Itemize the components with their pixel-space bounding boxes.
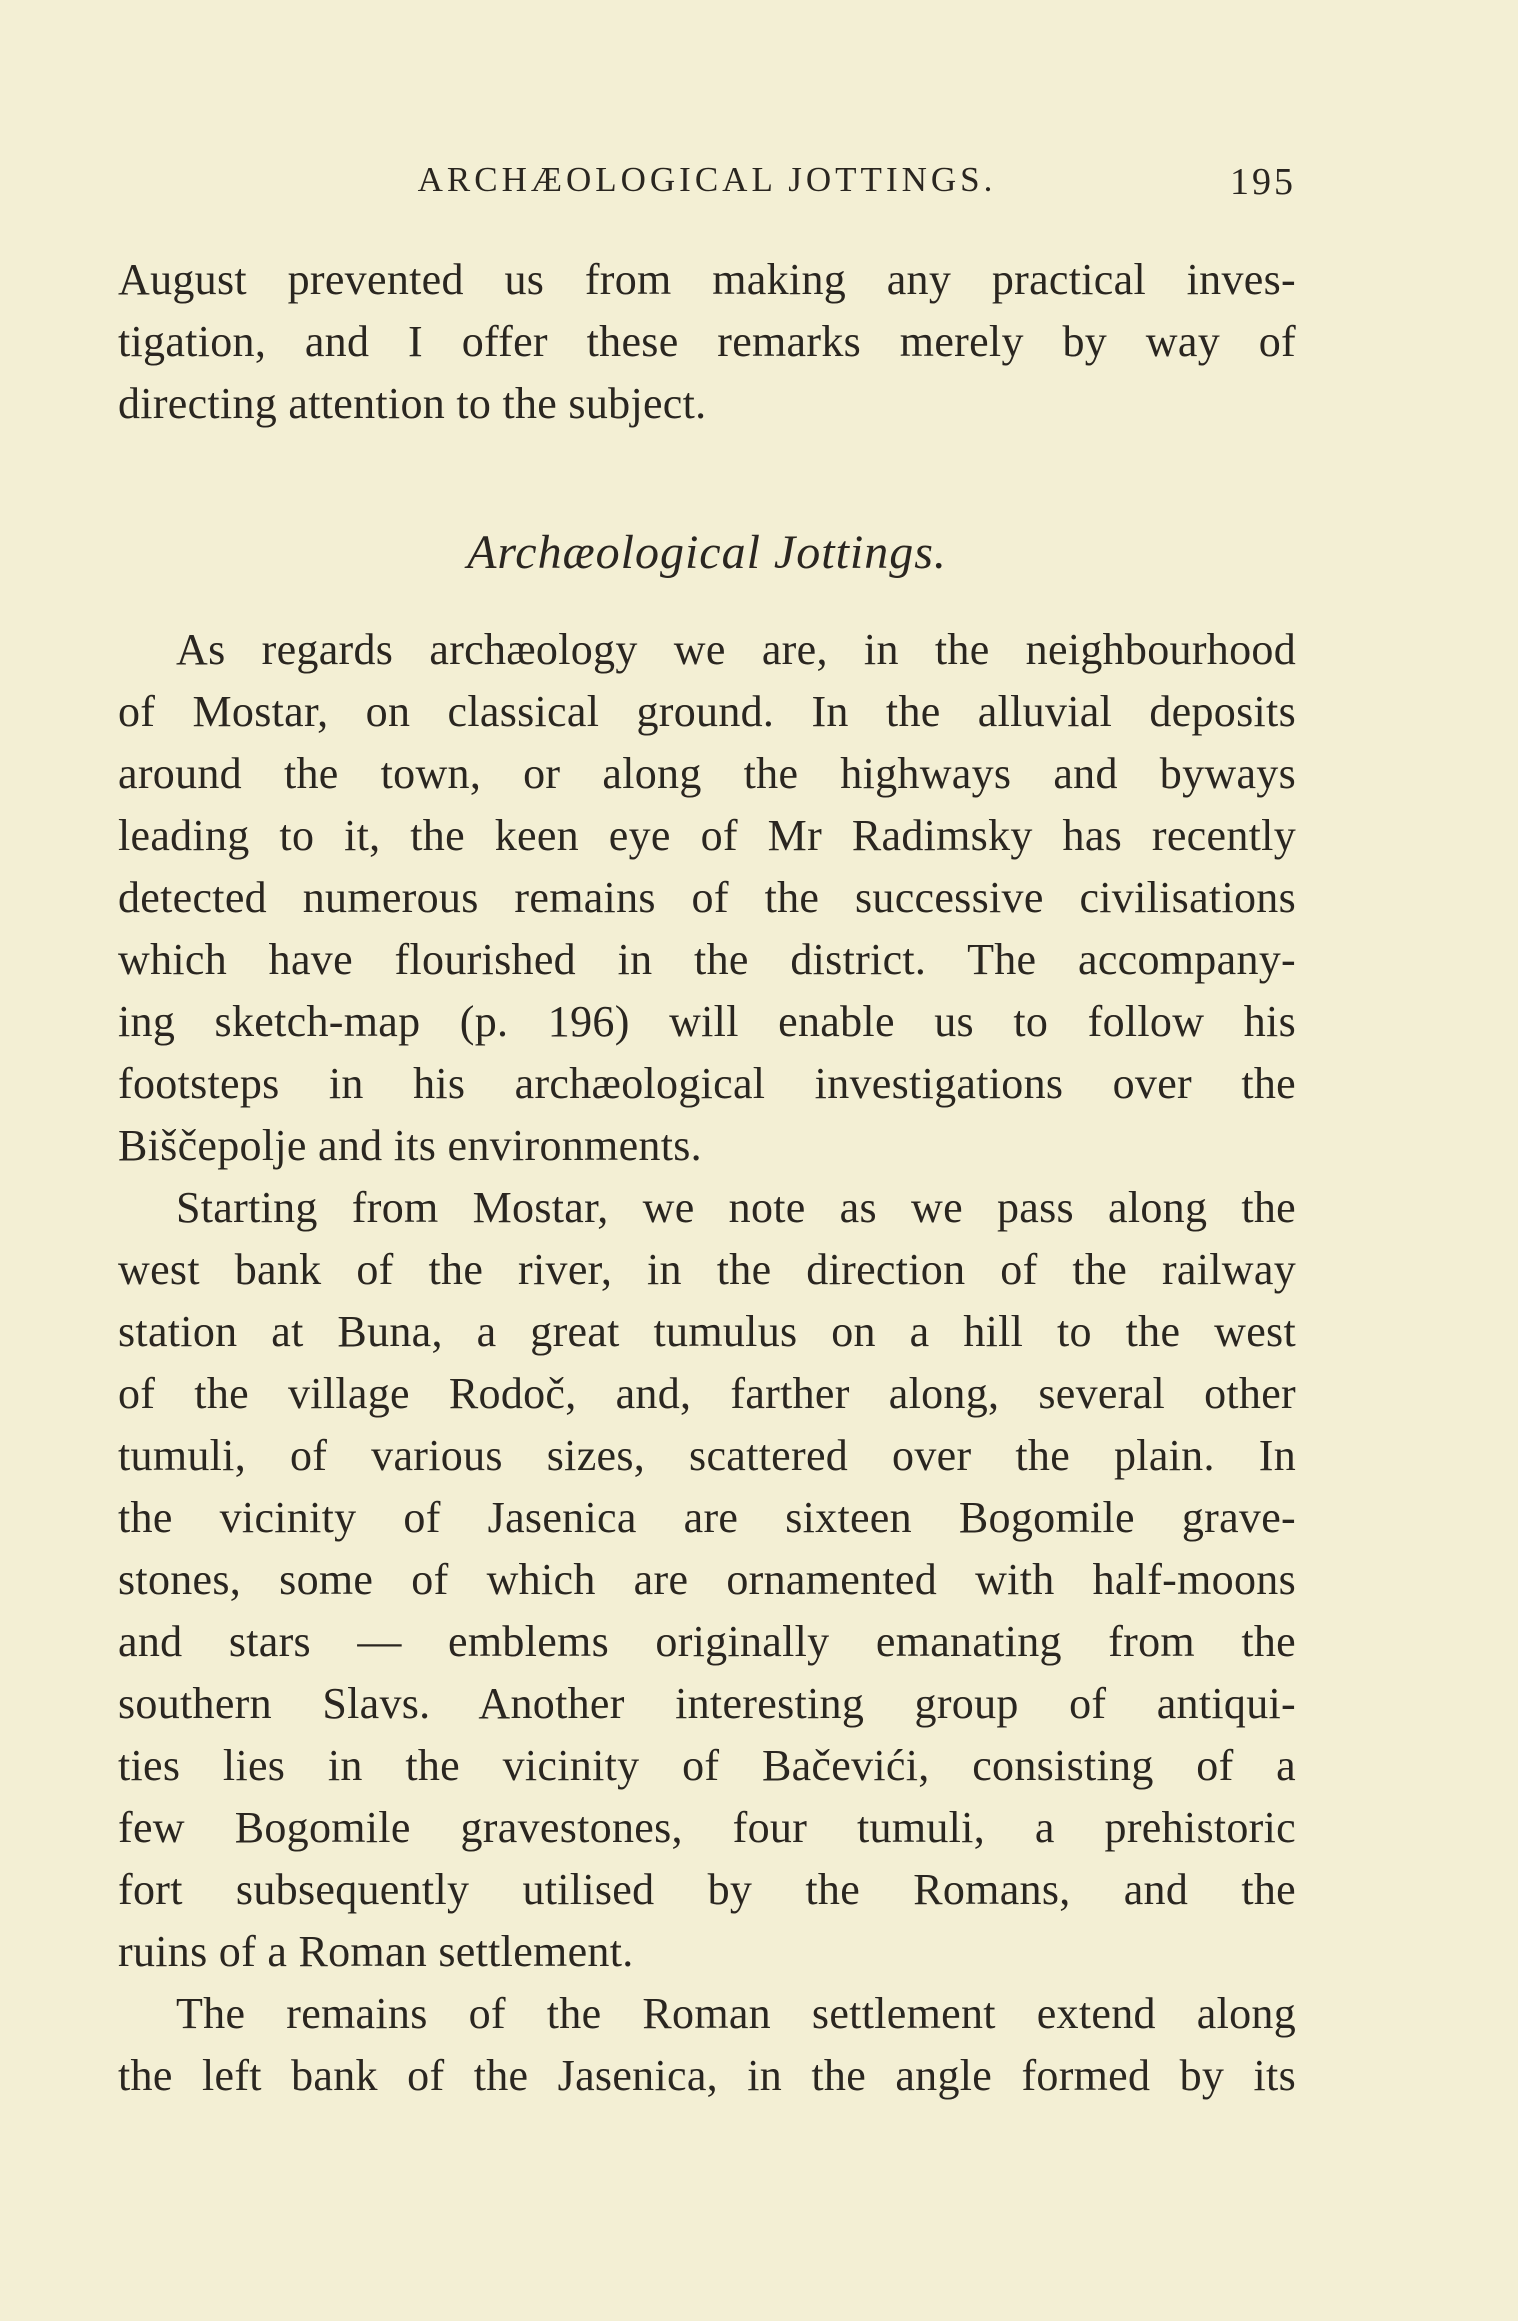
text-line: detected numerous remains of the successive civilisations	[118, 873, 1296, 922]
text-line: which have flourished in the district. The accompany-	[118, 935, 1296, 984]
section-title: Archæological Jottings.	[467, 526, 947, 579]
text-line: Biščepolje and its environments.	[118, 1121, 702, 1170]
text-line: As regards archæology we are, in the neighbourhood	[176, 625, 1296, 674]
text-line: of Mostar, on classical ground. In the alluvial deposits	[118, 687, 1296, 736]
text-line: and stars — emblems originally emanating from the	[118, 1617, 1296, 1666]
text-line: The remains of the Roman settlement extend along	[176, 1989, 1296, 2038]
text-line: stones, some of which are ornamented with half-moons	[118, 1555, 1296, 1604]
page-number: 195	[1230, 161, 1296, 203]
text-line: ties lies in the vicinity of Bačevići, consisting of a	[118, 1741, 1296, 1790]
running-title: ARCHÆOLOGICAL JOTTINGS.	[417, 160, 997, 199]
text-line: southern Slavs. Another interesting group of antiqui-	[118, 1679, 1296, 1728]
text-line: August prevented us from making any practical inves-	[118, 255, 1296, 304]
text-line: Starting from Mostar, we note as we pass along the	[176, 1183, 1296, 1232]
text-line: west bank of the river, in the direction of the railway	[118, 1245, 1296, 1294]
text-line: of the village Rodoč, and, farther along, several other	[118, 1369, 1296, 1418]
text-line: tigation, and I offer these remarks merely by way of	[118, 317, 1296, 366]
text-line: tumuli, of various sizes, scattered over the plain. In	[118, 1431, 1296, 1480]
text-line: few Bogomile gravestones, four tumuli, a prehistoric	[118, 1803, 1296, 1852]
text-line: ruins of a Roman settlement.	[118, 1927, 634, 1976]
text-line: station at Buna, a great tumulus on a hill to the west	[118, 1307, 1296, 1356]
text-line: around the town, or along the highways and byways	[118, 749, 1296, 798]
text-line: fort subsequently utilised by the Romans, and the	[118, 1865, 1296, 1914]
text-line: the left bank of the Jasenica, in the angle formed by its	[118, 2051, 1296, 2100]
text-line: ing sketch-map (p. 196) will enable us to follow his	[118, 997, 1296, 1046]
text-line: the vicinity of Jasenica are sixteen Bogomile grave-	[118, 1493, 1296, 1542]
running-head	[118, 160, 1296, 210]
text-line: leading to it, the keen eye of Mr Radimsky has recently	[118, 811, 1296, 860]
text-line: directing attention to the subject.	[118, 379, 707, 428]
text-line: footsteps in his archæological investigations over the	[118, 1059, 1296, 1108]
